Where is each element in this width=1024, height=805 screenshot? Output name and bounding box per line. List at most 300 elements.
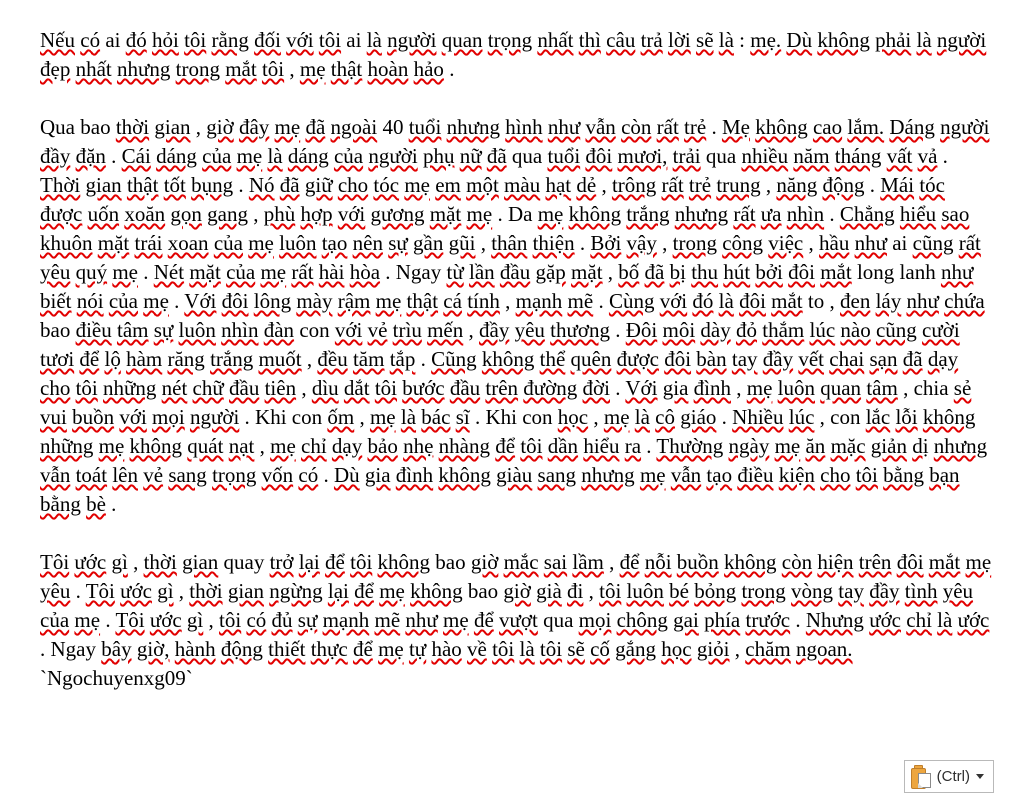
word: còn [621,115,652,139]
word: Nó [248,173,275,197]
word: tính [467,289,500,313]
word: như [854,231,887,255]
word: để [352,637,373,661]
word: Nhiều [732,405,784,429]
word: ước [74,550,107,574]
word: hầu [819,231,850,255]
word: , [765,173,772,197]
word: thương [550,318,610,342]
word: của [108,289,138,313]
word: gia [662,376,689,400]
word: mẹ [404,173,430,197]
word: luôn [626,579,664,603]
word: , [259,434,265,458]
word: trung [716,173,761,197]
word: . [615,318,621,342]
word: dày [700,318,731,342]
word: rất [656,115,679,139]
word: ốm [327,405,355,429]
word: , [601,173,607,197]
word: hoàn [367,57,409,81]
word: của [333,144,364,168]
word: rằng [211,28,249,52]
word: qua [543,608,574,632]
word: gọn [170,202,202,226]
word: lắc [865,405,891,429]
word: trên [858,550,892,574]
word: lỗi [895,405,918,429]
word: láy [875,289,902,313]
word: động [822,173,865,197]
word: sang [168,463,207,487]
word: ngoài [330,115,378,139]
word: sẻ [953,376,972,400]
word: tôi [855,463,878,487]
word: để [495,434,516,458]
word: gì [186,608,204,632]
word: bằng [40,492,81,516]
word: hiểu [899,202,937,226]
word: Với [184,289,217,313]
word: về [467,637,487,661]
word: tăm [352,347,385,371]
word: những [103,376,157,400]
paragraph [40,26,992,84]
word: ra [624,434,642,458]
word: bao [40,318,71,342]
word: xoăn [124,202,166,226]
word: đôi [896,550,924,574]
word: đều [317,347,348,371]
word: Khi [255,405,287,429]
word: nỗi [644,550,672,574]
word: người [936,28,987,52]
word: dìu [311,376,339,400]
word: vả [917,144,938,168]
word: , [903,376,909,400]
word: thời [189,579,223,603]
word: người [387,28,437,52]
word: mẹ [274,115,301,139]
word: mẽ [374,608,401,632]
word: mẹ. [750,28,782,52]
word: mày [296,289,333,313]
word: phù [263,202,296,226]
word: bao [467,579,499,603]
word: trải [672,144,701,168]
word: chứa [944,289,985,313]
word: gương [370,202,425,226]
word: Khi [485,405,517,429]
word: mẹ [260,260,287,284]
word: đầy [479,318,510,342]
word: trắng [626,202,670,226]
word: . [711,115,717,139]
word: kiện [778,463,815,487]
word: để [619,550,640,574]
clipboard-icon [911,765,931,788]
word: lại [298,550,320,574]
word: mẹ [375,289,402,313]
word: ưa [760,202,782,226]
word: toát [75,463,108,487]
word: con [522,405,553,429]
word: tình [904,579,938,603]
word: quan [820,376,862,400]
word: . [449,57,455,81]
word: mẹ [369,405,396,429]
word: với [337,202,366,226]
word: mẹ [143,289,169,313]
word: sạn [869,347,898,371]
word: hiểu [583,434,620,458]
word: hút [723,260,751,284]
word: qua [705,144,737,168]
word: đặn [75,144,106,168]
word: trong [672,231,717,255]
word: trọng [212,463,257,487]
word: , [588,579,594,603]
word: giản [870,434,907,458]
word: tôi [539,637,563,661]
word: , [736,376,742,400]
word: nhìn [221,318,259,342]
word: gian [227,579,264,603]
word: Bởi [590,231,622,255]
word: đầu [499,260,531,284]
word: chông [616,608,668,632]
word: đầu [449,376,481,400]
word: chia [913,376,949,400]
word: thời [143,550,177,574]
word: học [661,637,692,661]
word: tôi [520,434,543,458]
word: xoan [167,231,209,255]
word: không [568,202,622,226]
word: dạy [927,347,959,371]
word: , [607,260,614,284]
word: Ngay [50,637,96,661]
word: , [505,289,511,313]
word: đối [254,28,281,52]
word: mẹ [443,608,469,632]
word: có [298,463,319,487]
word: gặp [535,260,566,284]
word: gian [154,115,191,139]
word: cũng [912,231,954,255]
word: giỏi [696,637,730,661]
word: bằng [883,463,924,487]
word: nhìn [786,202,825,226]
word: là [718,28,734,52]
word: được [40,202,83,226]
word: . [105,608,111,632]
word: quan [441,28,483,52]
word: của [40,608,70,632]
word: hào [431,637,462,661]
word: dáng [156,144,197,168]
word: thời [115,115,150,139]
word: long [856,260,895,284]
word: là [718,289,734,313]
word: mẹ [466,202,493,226]
word: , [609,550,615,574]
word: từ [446,260,464,284]
word: mẹ [112,260,138,284]
word: trông [611,173,657,197]
word: tắp [389,347,416,371]
word: ăn [805,434,826,458]
word: Ngay [395,260,442,284]
word: rất [291,260,314,284]
word: của [226,260,256,284]
word: Cùng [608,289,655,313]
word: lanh [899,260,936,284]
word: Thời [40,173,81,197]
word: gũi [448,231,476,255]
word: tự [408,637,427,661]
word: Dù [333,463,360,487]
word: mắc [503,550,539,574]
word: những [40,434,94,458]
word: ngừng [269,579,323,603]
word: lại [327,579,349,603]
word: to [807,289,825,313]
word: . [75,579,81,603]
word: Tôi [85,579,115,603]
word: thật [126,173,159,197]
word: gần [413,231,444,255]
word: lắm. [847,115,885,139]
word: bây [101,637,132,661]
word: luôn [178,318,216,342]
word: vượt [499,608,538,632]
word: . [174,289,180,313]
word: quý [75,260,108,284]
paste-options-button[interactable] [904,760,994,793]
word: câu [606,28,636,52]
word: nhưng [674,202,729,226]
word: đen [840,289,871,313]
word: giáo [680,405,717,429]
word: Cũng [431,347,477,371]
word: tâm [116,318,149,342]
word: : [739,28,746,52]
word: mắt [928,550,961,574]
word: mắt [225,57,257,81]
word: cười [922,318,960,342]
word: vẻ [143,463,164,487]
word: tuổi [408,115,442,139]
word: luôn [777,376,815,400]
word: tôi [318,28,342,52]
word: qua [511,144,543,168]
word: gian [85,173,122,197]
word: Nét [153,260,185,284]
word: trái [134,231,163,255]
word: mẹ [639,463,666,487]
word: một [466,173,499,197]
word: lộ [104,347,121,371]
word: mẹ [270,434,296,458]
word: giàu [496,463,533,487]
word: rất [661,173,684,197]
word: ước [120,579,152,603]
word: Da [507,202,533,226]
word: . [942,144,948,168]
word: . [420,347,426,371]
word: . [497,202,503,226]
word: gắng [615,637,656,661]
word: phải [875,28,912,52]
word: tạo [321,231,348,255]
word: , [306,347,313,371]
word: nhất [537,28,574,52]
word: trong [175,57,220,81]
word: đầy [869,579,900,603]
word: vốn [261,463,294,487]
word: lông [253,289,292,313]
word: sẽ [567,637,585,661]
word: thiết [268,637,306,661]
word: đã [486,144,507,168]
word: dần [547,434,579,458]
word: chai [829,347,865,371]
word: đủ [271,608,293,632]
word: đã [279,173,300,197]
word: bảo [367,434,398,458]
word: điều [75,318,112,342]
word: . [111,144,117,168]
word: trọng [487,28,533,52]
word: sĩ [455,405,470,429]
word: sự [153,318,174,342]
word: lời [667,28,691,52]
word: là [937,608,953,632]
word: , [359,405,365,429]
word: thể [539,347,566,371]
word: biết [40,289,72,313]
word: gang [207,202,248,226]
word: sang [537,463,577,487]
word: hòa [349,260,381,284]
word: dắt [343,376,370,400]
word: mặc [830,434,866,458]
word: với [119,405,147,429]
word: không [817,28,870,52]
word: đầy [40,144,71,168]
word: tháng [834,144,882,168]
word: đầu [229,376,260,400]
word: Qua [40,115,75,139]
word: không [129,434,183,458]
word: màu [504,173,541,197]
word: vết [798,347,824,371]
word: đã [305,115,326,139]
word: nào [840,318,871,342]
word: không [755,115,808,139]
word: Nhưng [805,608,864,632]
word: , [808,231,814,255]
word: Nếu [40,28,75,52]
word: đẹp [40,57,71,81]
word: ngày [728,434,770,458]
word: thật [330,57,363,81]
word: dẻ [576,173,597,197]
word: rất [733,202,756,226]
word: mọi [152,405,185,429]
word: tôi [350,550,373,574]
paragraph [40,113,992,519]
word: để [354,579,374,603]
word: , [480,231,486,255]
word: mạnh [515,289,563,313]
word: . [385,260,391,284]
word: giờ [503,579,531,603]
word: yêu [514,318,545,342]
paste-options-label: (Ctrl) [936,768,970,785]
word: nạt [228,434,255,458]
word: không [724,550,777,574]
word: con [291,405,323,429]
word: bố [618,260,640,284]
word: vẫn [670,463,702,487]
word: mắt [820,260,852,284]
word: nhưng [933,434,988,458]
word: gai [673,608,699,632]
word: ai [346,28,362,52]
word: già [536,579,562,603]
word: muốt [258,347,302,371]
word: là [400,405,417,429]
word: đôi [739,289,766,313]
word: khuôn [40,231,93,255]
word: bé [669,579,689,603]
word: nhất [75,57,112,81]
word: , [195,115,202,139]
word: đỏ [735,318,757,342]
word: nhưng [581,463,635,487]
word: , [734,637,740,661]
word: cũng [875,318,917,342]
word: là [634,405,650,429]
word: thu [691,260,719,284]
word: đàn [263,318,295,342]
word: trìu [392,318,422,342]
word: có [80,28,101,52]
word: dị [912,434,929,458]
word: đã [644,260,665,284]
word: tay [838,579,864,603]
word: dạy [331,434,363,458]
word: của [213,231,243,255]
word: là [916,28,932,52]
word: vất [886,144,913,168]
word: mươi, [617,144,668,168]
word: tôi [261,57,285,81]
word: bởi [755,260,783,284]
word: chăm [745,637,791,661]
word: cố [590,637,610,661]
word: bao [80,115,111,139]
word: hỏi [151,28,179,52]
word: hảo [413,57,444,81]
word: nét [161,376,188,400]
word: đời [582,376,610,400]
word: . [111,492,117,516]
word: phía [704,608,741,632]
word: không [410,579,463,603]
